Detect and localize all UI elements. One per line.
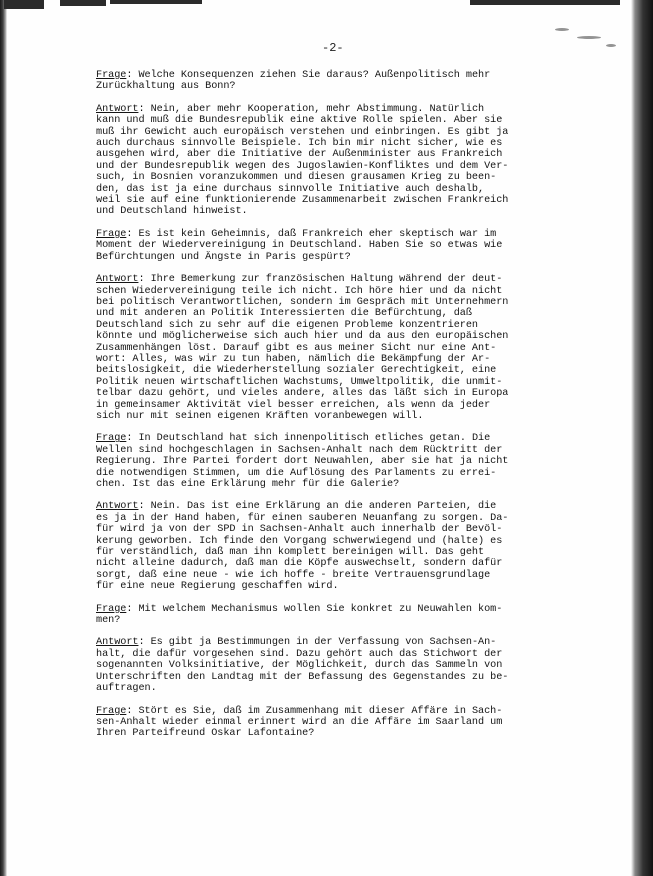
text-line: chen. Ist das eine Erklärung mehr für die Galerie? xyxy=(96,479,400,490)
speaker-label: Frage xyxy=(96,603,127,615)
text-line: für verständlich, daß man ihn komplett bereinigen will. Das geht xyxy=(96,547,485,559)
scan-noise xyxy=(606,44,616,47)
text-line: könnte und möglicherweise sich auch hier und da aus den europäischen xyxy=(96,331,509,343)
text-line: in gemeinsamer Aktivität viel besser erreichen, als wenn da jeder xyxy=(96,399,491,411)
interview-paragraph xyxy=(96,433,586,490)
speaker-label: Antwort xyxy=(96,103,139,115)
interview-paragraph xyxy=(96,104,586,218)
text-line: : Ihre Bemerkung zur französischen Haltung während der deut- xyxy=(138,274,503,286)
speaker-label: Frage xyxy=(96,70,127,81)
text-line: und Deutschland hinweist. xyxy=(96,206,248,218)
text-line: wort: Alles, was wir zu tun haben, nämlich die Bekämpfung der Ar- xyxy=(96,353,491,365)
speaker-label: Antwort xyxy=(96,637,139,649)
speaker-label: Frage xyxy=(96,228,127,240)
text-line: den, das ist ja eine durchaus sinnvolle Initiative auch deshalb, xyxy=(96,183,485,195)
text-line: es ja in der Hand haben, für einen sauberen Neuanfang zu sorgen. Da- xyxy=(96,512,509,524)
text-line: und mit anderen an Politik Interessierten die Befürchtung, daß xyxy=(96,308,472,320)
text-line: Politik neuen wirtschaftlichen Wachstums, Umweltpolitik, die unmit- xyxy=(96,376,503,388)
text-line: muß ihr Gewicht auch europäisch verstehen und einbringen. Es gibt ja xyxy=(96,126,509,138)
text-line: sogenannten Volksinitiative, der Möglichkeit, durch das Sammeln von xyxy=(96,660,503,672)
text-line: Moment der Wiedervereinigung in Deutschland. Haben Sie so etwas wie xyxy=(96,240,503,252)
text-line: sich nur mit seinen eigenen Kräften voranbewegen will. xyxy=(96,410,424,422)
scan-noise xyxy=(577,36,601,39)
text-line: die notwendigen Stimmen, um die Auflösung des Parlaments zu errei- xyxy=(96,467,497,479)
text-line: schen Wiedervereinigung teile ich nicht. Ich höre hier und da nicht xyxy=(96,285,503,297)
text-line: bei politisch Verantwortlichen, sondern im Gespräch mit Unternehmern xyxy=(96,296,509,308)
text-line: Befürchtungen und Ängste in Paris gespürt? xyxy=(96,251,351,263)
text-line: auch durchaus sinnvolle Beispiele. Ich bin mir nicht sicher, wie es xyxy=(96,138,503,150)
interview-paragraph xyxy=(96,637,586,694)
text-line: : Nein. Das ist eine Erklärung an die anderen Parteien, die xyxy=(138,501,497,513)
text-line: men? xyxy=(96,615,121,627)
text-line: sen-Anhalt wieder einmal erinnert wird an die Affäre im Saarland um xyxy=(96,716,503,728)
page-number: -2- xyxy=(322,41,344,55)
text-line: weil sie auf eine funktionierende Zusammenarbeit zwischen Frankreich xyxy=(96,195,509,207)
text-line: : Mit welchem Mechanismus wollen Sie konkret zu Neuwahlen kom- xyxy=(126,603,503,615)
text-line: nicht alleine dadurch, daß man die Köpfe auswechselt, sondern dafür xyxy=(96,558,503,570)
text-line: : Es ist kein Geheimnis, daß Frankreich eher skeptisch war im xyxy=(126,228,497,240)
text-line: Regierung. Ihre Partei fordert dort Neuwahlen, aber sie hat ja nicht xyxy=(96,456,509,468)
text-line: und der Bundesrepublik wegen des Jugoslawien-Konfliktes und dem Ver- xyxy=(96,160,509,172)
speaker-label: Frage xyxy=(96,705,127,717)
interview-paragraph xyxy=(96,501,586,592)
text-line: : Welche Konsequenzen ziehen Sie daraus? Außenpolitisch mehr xyxy=(126,70,491,81)
text-line: Deutschland sich zu sehr auf die eigenen Probleme konzentrieren xyxy=(96,319,479,331)
scan-noise xyxy=(555,28,569,31)
text-line: Zurückhaltung aus Bonn? xyxy=(96,81,236,93)
text-line: : Nein, aber mehr Kooperation, mehr Abstimmung. Natürlich xyxy=(138,103,485,115)
text-line: telbar dazu gehört, und vieles andere, alles das läßt sich in Europa xyxy=(96,388,509,400)
interview-paragraph xyxy=(96,229,586,263)
speaker-label: Antwort xyxy=(96,501,139,513)
interview-paragraph xyxy=(96,706,586,740)
interview-paragraph xyxy=(96,604,586,627)
text-line: ausgehen wird, aber die Initiative der Außenminister aus Frankreich xyxy=(96,149,503,161)
text-line: sorgt, daß eine neue - wie ich hoffe - breite Vertrauensgrundlage xyxy=(96,569,491,581)
text-line: kerung geworben. Ich finde den Vorgang schwerwiegend und (halte) es xyxy=(96,535,503,547)
text-line: beitslosigkeit, die Wiederherstellung sozialer Gerechtigkeit, eine xyxy=(96,365,497,377)
scan-top-mark xyxy=(60,0,106,6)
text-line: halt, die dafür vorgesehen sind. Dazu gehört auch das Stichwort der xyxy=(96,648,503,660)
scan-top-mark xyxy=(110,0,202,4)
interview-paragraph xyxy=(96,274,586,422)
text-line: : Stört es Sie, daß im Zusammenhang mit dieser Affäre in Sach- xyxy=(126,705,503,717)
text-line: : In Deutschland hat sich innenpolitisch etliches getan. Die xyxy=(126,433,491,445)
text-line: für wird ja von der SPD in Sachsen-Anhalt auch innerhalb der Bevöl- xyxy=(96,524,503,536)
scan-top-mark xyxy=(4,0,44,9)
text-line: für eine neue Regierung geschaffen wird. xyxy=(96,581,339,593)
text-line: Zusammenhängen löst. Darauf gibt es aus meiner Sicht nur eine Ant- xyxy=(96,342,497,354)
text-line: Wellen sind hochgeschlagen in Sachsen-Anhalt nach dem Rücktritt der xyxy=(96,444,503,456)
interview-text xyxy=(96,70,586,751)
scan-top-mark xyxy=(470,0,620,5)
speaker-label: Frage xyxy=(96,433,127,445)
scan-left-edge xyxy=(0,0,7,876)
text-line: : Es gibt ja Bestimmungen in der Verfassung von Sachsen-An- xyxy=(138,637,497,649)
speaker-label: Antwort xyxy=(96,274,139,286)
scan-right-edge xyxy=(631,0,653,876)
text-line: Unterschriften den Landtag mit der Befassung des Gegenstandes zu be- xyxy=(96,671,509,683)
text-line: Ihren Parteifreund Oskar Lafontaine? xyxy=(96,728,315,740)
text-line: kann und muß die Bundesrepublik eine aktive Rolle spielen. Aber sie xyxy=(96,115,503,127)
interview-paragraph xyxy=(96,70,586,93)
text-line: such, in Bosnien voranzukommen und diesen grausamen Krieg zu been- xyxy=(96,172,497,184)
text-line: auftragen. xyxy=(96,683,157,695)
